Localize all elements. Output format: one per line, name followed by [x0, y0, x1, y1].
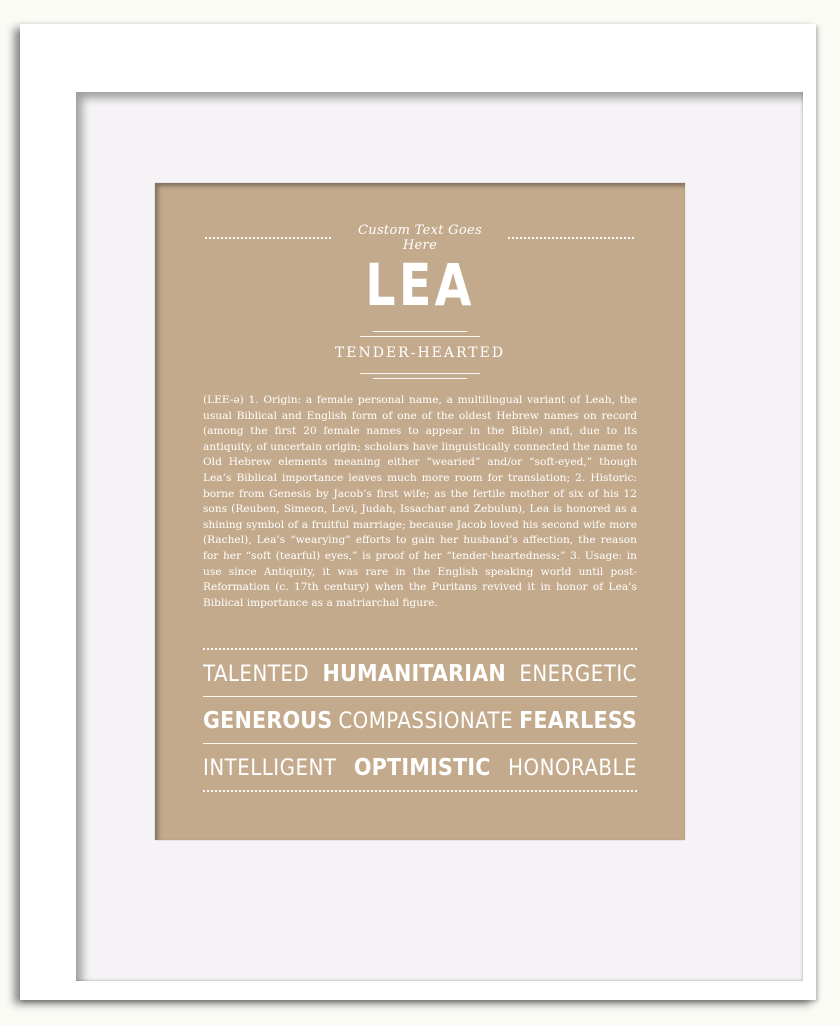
trait-divider-1 [203, 696, 637, 697]
trait-row-3 [203, 751, 637, 785]
meaning-rule-bottom-1 [360, 373, 480, 374]
trait-word: INTELLIGENT [203, 755, 337, 781]
name-title: LEA [365, 251, 475, 319]
trait-word: ENERGETIC [519, 661, 637, 687]
meaning-rule-bottom-2 [373, 378, 467, 379]
trait-word: TALENTED [203, 661, 310, 687]
trait-word: HUMANITARIAN [322, 661, 506, 687]
traits-dotted-line-bottom [203, 790, 637, 792]
header-dotted-line-left [205, 237, 331, 239]
name-definition: (LEE-ə) 1. Origin: a female personal name, a multilingual variant of Leah, the usual Biblical and English form of one of the oldest Hebrew names on record (among the first 20 female names to appear in the Bible) and, due to its antiquity, of uncertain origin; scholars have linguistically connected the name to Old Hebrew elements meaning either “wearied” and/or “soft-eyed,” though Lea’s Biblical importance leaves much more room for translation; 2. Historic: borne from Genesis by Jacob’s first wife; as the fertile mother of six of his 12 sons (Reuben, Simeon, Levi, Judah, Issachar and Zebulun), Lea is honored as a shining symbol of a fruitful marriage; because Jacob loved his second wife more (Rachel), Lea’s “wearying” efforts to gain her husband’s affection, the reason for her “soft (tearful) eyes,” is proof of her “tender-heartedness;” 3. Usage: in use since Antiquity, it was rare in the English speaking world until post-Reformation (c. 17th century) when the Puritans revived it in honor of Lea’s Biblical importance as a matriarchal figure. [203, 394, 637, 609]
trait-row-2 [203, 704, 637, 738]
meaning-rule-top-2 [360, 336, 480, 337]
name-meaning: TENDER-HEARTED [334, 345, 506, 361]
trait-word: HONORABLE [508, 755, 637, 781]
trait-word: COMPASSIONATE [338, 708, 514, 734]
traits-dotted-line-top [203, 648, 637, 650]
custom-text: Custom Text Goes Here [358, 223, 482, 253]
trait-word: FEARLESS [519, 708, 637, 734]
trait-word: GENEROUS [203, 708, 333, 734]
name-print [155, 183, 685, 840]
header-dotted-line-right [508, 237, 634, 239]
trait-divider-2 [203, 743, 637, 744]
meaning-rule-top-1 [373, 331, 467, 332]
trait-row-1 [203, 657, 637, 691]
trait-word: OPTIMISTIC [353, 755, 491, 781]
